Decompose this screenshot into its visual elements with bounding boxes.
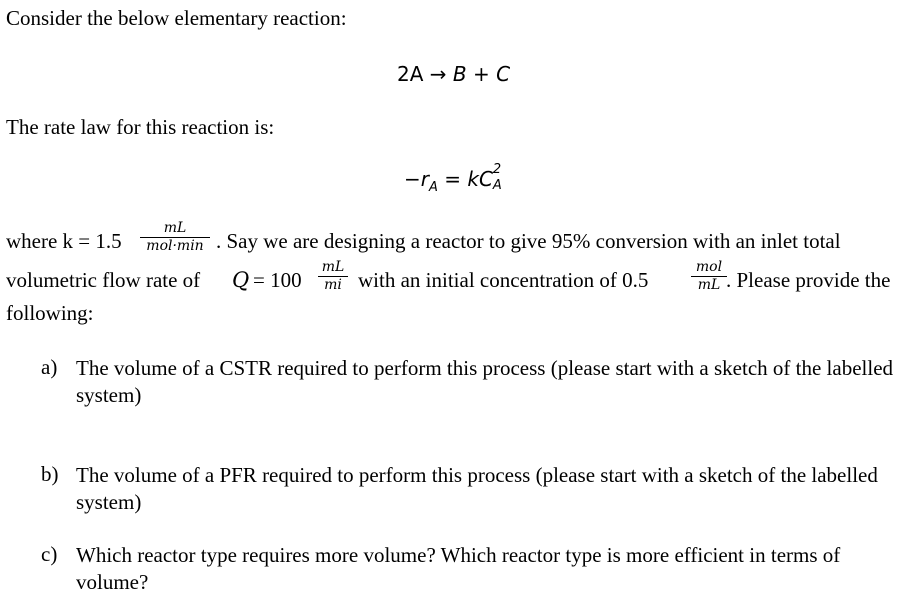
rate-law-kc: kC: [467, 167, 493, 191]
question-label: a): [41, 355, 58, 379]
rate-law-sup: 2: [492, 162, 502, 177]
rate-law-equals: =: [444, 167, 462, 191]
question-text: The volume of a CSTR required to perform this process (please start with a sketch of the labelled system): [76, 356, 894, 407]
paragraph-line-2-mid: with an initial concentration of 0.5: [358, 268, 649, 292]
rate-law-lhs: −r: [404, 167, 429, 191]
rate-law-equation: [404, 162, 503, 195]
q-units-fraction: [318, 260, 348, 293]
question-text: Which reactor type requires more volume? Which reactor type is more efficient in terms of volume?: [76, 543, 841, 594]
reaction-arrow: →: [429, 62, 447, 86]
reaction-lhs: 2A: [397, 62, 424, 86]
q-variable: Q: [232, 268, 250, 292]
k-units-fraction: [140, 221, 210, 254]
rate-law-sub: A: [492, 178, 502, 193]
question-label: c): [41, 542, 58, 566]
rate-law-intro: The rate law for this reaction is:: [6, 115, 275, 139]
paragraph-line-2-start: volumetric flow rate of: [6, 268, 201, 292]
question-text: The volume of a PFR required to perform this process (please start with a sketch of the labelled system): [76, 463, 878, 514]
q-equals: = 100: [253, 268, 302, 292]
question-label: b): [41, 462, 59, 486]
c-units-fraction: [691, 260, 727, 293]
intro-text: Consider the below elementary reaction:: [6, 6, 347, 30]
reaction-equation: [397, 62, 510, 86]
q-units-num: mL: [321, 259, 345, 275]
k-units-den: mol·min: [146, 238, 204, 254]
paragraph-line-2-end: . Please provide the: [726, 268, 891, 292]
rate-law-lhs-sub: A: [428, 180, 438, 195]
c-units-den: mL: [697, 277, 721, 293]
k-units-num: mL: [163, 220, 187, 236]
paragraph-line-1-start: where k = 1.5: [6, 229, 122, 253]
c-units-num: mol: [695, 259, 723, 275]
q-units-den: mi: [324, 277, 342, 293]
paragraph-line-1-end: . Say we are designing a reactor to give 95% conversion with an inlet total: [216, 229, 841, 253]
paragraph-line-3: following:: [6, 301, 94, 325]
reaction-rhs: B + C: [452, 62, 511, 86]
